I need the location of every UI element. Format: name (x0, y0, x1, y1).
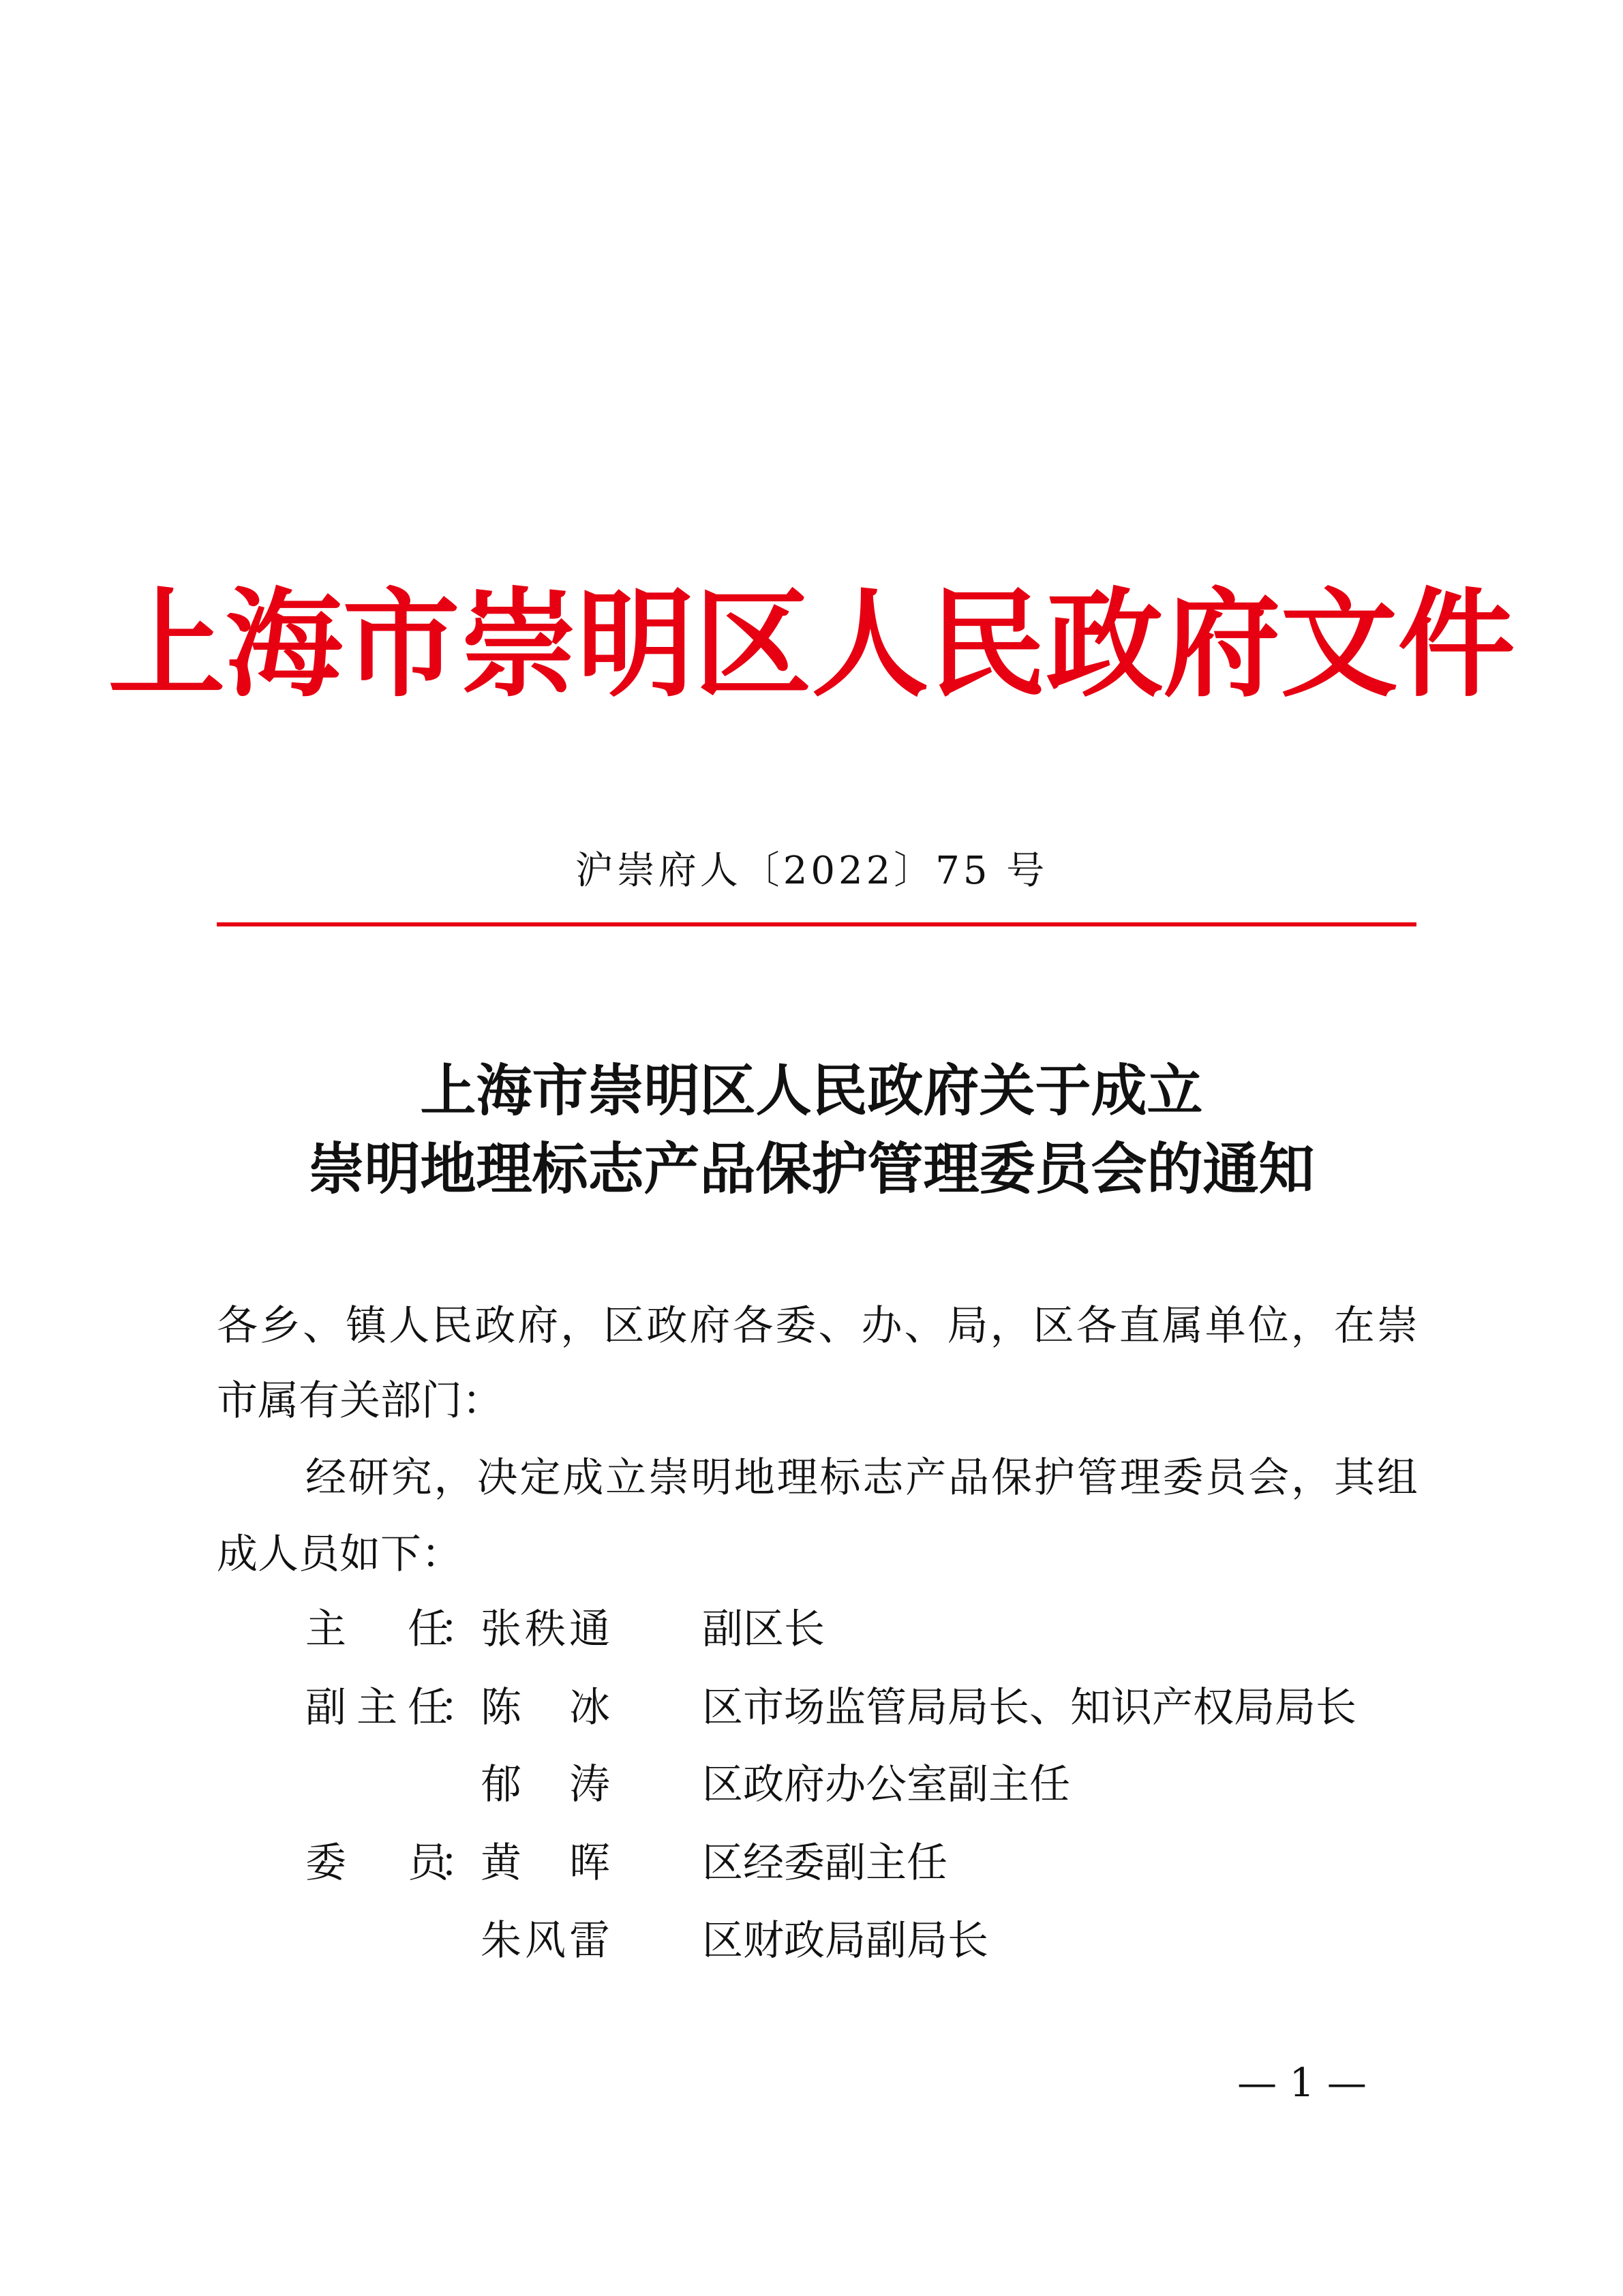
text-char: 会 (1248, 1454, 1290, 1502)
text-char: 志 (862, 1454, 904, 1502)
name-char: 通 (569, 1605, 610, 1653)
text-char: ， (990, 1302, 1031, 1350)
text-char: 人 (389, 1302, 430, 1350)
member-row (0, 1674, 1623, 1742)
text-char: 各 (732, 1302, 774, 1350)
text-char: 直 (1119, 1302, 1160, 1350)
name-char: 黄 (481, 1839, 521, 1887)
text-char: 地 (733, 1454, 775, 1502)
text-char: 崇 (648, 1454, 689, 1502)
text-char: 明 (691, 1454, 732, 1502)
text-char: 、 (303, 1302, 344, 1350)
text-char: 究 (391, 1454, 432, 1502)
text-char: 局 (947, 1302, 988, 1350)
text-char: 府 (689, 1302, 731, 1350)
text-char: 崇 (1376, 1302, 1418, 1350)
name-char: 陈 (481, 1684, 521, 1732)
text-char: 政 (474, 1302, 516, 1350)
red-divider-line (217, 922, 1416, 926)
text-char: 区 (1033, 1302, 1074, 1350)
name-char: 晖 (569, 1839, 610, 1887)
member-row (0, 1751, 1623, 1819)
text-char: ， (560, 1302, 602, 1350)
text-char: 研 (348, 1454, 389, 1502)
role-char: 副 (305, 1684, 346, 1732)
text-char: 成 (562, 1454, 604, 1502)
text-char: ， (1291, 1454, 1333, 1502)
text-char: 理 (1119, 1454, 1161, 1502)
name-char: 张 (481, 1605, 521, 1653)
name-char: 涛 (569, 1761, 610, 1809)
text-char: 办 (861, 1302, 902, 1350)
text-char: 在 (1333, 1302, 1375, 1350)
name-char: 冰 (569, 1684, 610, 1732)
text-char: ， (434, 1454, 475, 1502)
text-char: 、 (904, 1302, 945, 1350)
notice-title-line-2: 崇明地理标志产品保护管理委员会的通知 (308, 1136, 1315, 1202)
page-number: — 1 — (1237, 2059, 1367, 2106)
text-char: 理 (776, 1454, 818, 1502)
text-char: 产 (905, 1454, 947, 1502)
text-char: 属 (1162, 1302, 1203, 1350)
intro-line-2: 成人员如下： (217, 1530, 462, 1578)
member-name (481, 1751, 610, 1819)
member-row (0, 1829, 1623, 1897)
role-char: 主 (305, 1605, 346, 1653)
member-role (305, 1595, 449, 1663)
name-char: 秩 (525, 1605, 566, 1653)
text-char: 单 (1204, 1302, 1246, 1350)
text-char: 员 (1205, 1454, 1247, 1502)
role-char: 任 (408, 1605, 449, 1653)
text-char: 政 (646, 1302, 688, 1350)
recipients-line-2: 市属有关部门： (217, 1377, 503, 1425)
name-char: 雷 (569, 1917, 610, 1965)
member-name (481, 1907, 610, 1975)
member-name (481, 1829, 610, 1897)
member-position: 区经委副主任 (702, 1839, 947, 1887)
member-name (481, 1595, 610, 1663)
text-char: 保 (991, 1454, 1032, 1502)
member-position: 区财政局副局长 (702, 1917, 988, 1965)
intro-line-1 (305, 1444, 1418, 1512)
member-name (481, 1674, 610, 1742)
text-char: 各 (1076, 1302, 1117, 1350)
member-position: 区政府办公室副主任 (702, 1761, 1070, 1809)
text-char: 经 (305, 1454, 346, 1502)
role-char: 员 (408, 1839, 449, 1887)
document-number: 沪崇府人〔2022〕75 号 (575, 849, 1048, 893)
text-char: ， (1290, 1302, 1332, 1350)
notice-title-line-1: 上海市崇明区人民政府关于成立 (420, 1058, 1203, 1123)
member-position: 副区长 (702, 1605, 825, 1653)
member-colon: ： (440, 1684, 481, 1732)
name-char: 朱 (481, 1917, 521, 1965)
member-row (0, 1595, 1623, 1663)
text-char: 、 (818, 1302, 860, 1350)
text-char: 委 (1162, 1454, 1204, 1502)
text-char: 管 (1076, 1454, 1118, 1502)
member-role (305, 1829, 449, 1897)
text-char: 其 (1334, 1454, 1375, 1502)
text-char: 府 (517, 1302, 559, 1350)
text-char: 组 (1376, 1454, 1418, 1502)
role-char: 任 (408, 1684, 449, 1732)
member-row (0, 1907, 1623, 1975)
member-position: 区市场监管局局长、知识产权局局长 (702, 1684, 1356, 1732)
role-char: 主 (357, 1684, 397, 1732)
masthead-title: 上海市崇明区人民政府文件 (108, 575, 1515, 713)
text-char: 决 (476, 1454, 518, 1502)
member-colon: ： (440, 1839, 481, 1887)
text-char: 民 (431, 1302, 473, 1350)
text-char: 护 (1033, 1454, 1075, 1502)
member-role (305, 1674, 449, 1742)
text-char: 位 (1247, 1302, 1289, 1350)
member-colon: ： (440, 1605, 481, 1653)
text-char: 品 (948, 1454, 990, 1502)
text-char: 区 (603, 1302, 645, 1350)
name-char: 风 (525, 1917, 566, 1965)
text-char: 乡 (260, 1302, 301, 1350)
recipients-line-1 (217, 1292, 1418, 1360)
text-char: 定 (519, 1454, 561, 1502)
text-char: 各 (217, 1302, 258, 1350)
text-char: 委 (775, 1302, 817, 1350)
name-char: 郁 (481, 1761, 521, 1809)
text-char: 标 (819, 1454, 861, 1502)
role-char: 委 (305, 1839, 346, 1887)
text-char: 立 (605, 1454, 647, 1502)
text-char: 镇 (346, 1302, 387, 1350)
